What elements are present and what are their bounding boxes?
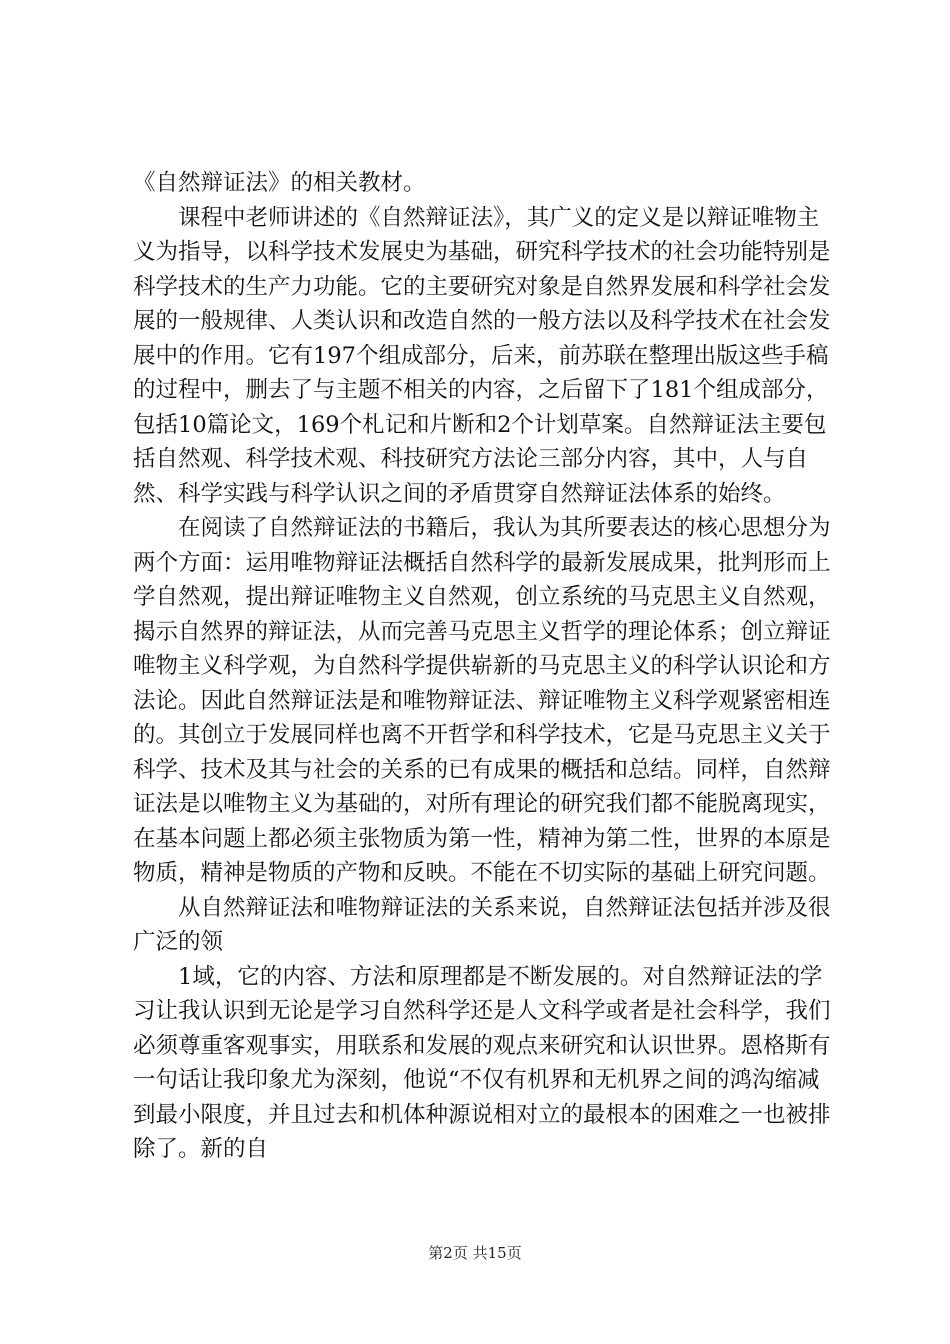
paragraph-4: 从自然辩证法和唯物辩证法的关系来说，自然辩证法包括并涉及很广泛的领 <box>133 894 831 955</box>
document-body <box>133 166 833 1167</box>
page-footer: 第2页 共15页 <box>428 1244 522 1262</box>
paragraph-3: 在阅读了自然辩证法的书籍后，我认为其所要表达的核心思想分为两个方面：运用唯物辩证法概括自然科学的最新发展成果，批判形而上学自然观，提出辩证唯物主义自然观，创立系统的马克思主义自然观，揭示自然界的辩证法，从而完善马克思主义哲学的理论体系；创立辩证唯物主义科学观，为自然科学提供崭新的马克思主义的科学认识论和方法论。因此自然辩证法是和唯物辩证法、辩证唯物主义科学观紧密相连的。其创立于发展同样也离不开哲学和科学技术，它是马克思主义关于科学、技术及其与社会的关系的已有成果的概括和总结。同样，自然辩证法是以唯物主义为基础的，对所有理论的研究我们都不能脱离现实，在基本问题上都必须主张物质为第一性，精神为第二性，世界的本原是物质，精神是物质的产物和反映。不能在不切实际的基础上研究问题。 <box>133 515 831 886</box>
paragraph-2: 课程中老师讲述的《自然辩证法》，其广义的定义是以辩证唯物主义为指导，以科学技术发展史为基础，研究科学技术的社会功能特别是科学技术的生产力功能。它的主要研究对象是自然界发展和科学社会发展的一般规律、人类认识和改造自然的一般方法以及科学技术在社会发展中的作用。它有197个组成部分，后来，前苏联在整理出版这些手稿的过程中，删去了与主题不相关的内容，之后留下了181个组成部分，包括10篇论文，169个札记和片断和2个计划草案。自然辩证法主要包括自然观、科学技术观、科技研究方法论三部分内容，其中，人与自然、科学实践与科学认识之间的矛盾贯穿自然辩证法体系的始终。 <box>133 204 831 507</box>
paragraph-5: 1域，它的内容、方法和原理都是不断发展的。对自然辩证法的学习让我认识到无论是学习自然科学还是人文科学或者是社会科学，我们必须尊重客观事实，用联系和发展的观点来研究和认识世界。恩格斯有一句话让我印象尤为深刻，他说“不仅有机界和无机界之间的鸿沟缩减到最小限度，并且过去和机体种源说相对立的最根本的困难之一也被排除了。新的自 <box>133 963 831 1162</box>
paragraph-1: 《自然辩证法》的相关教材。 <box>133 170 426 196</box>
